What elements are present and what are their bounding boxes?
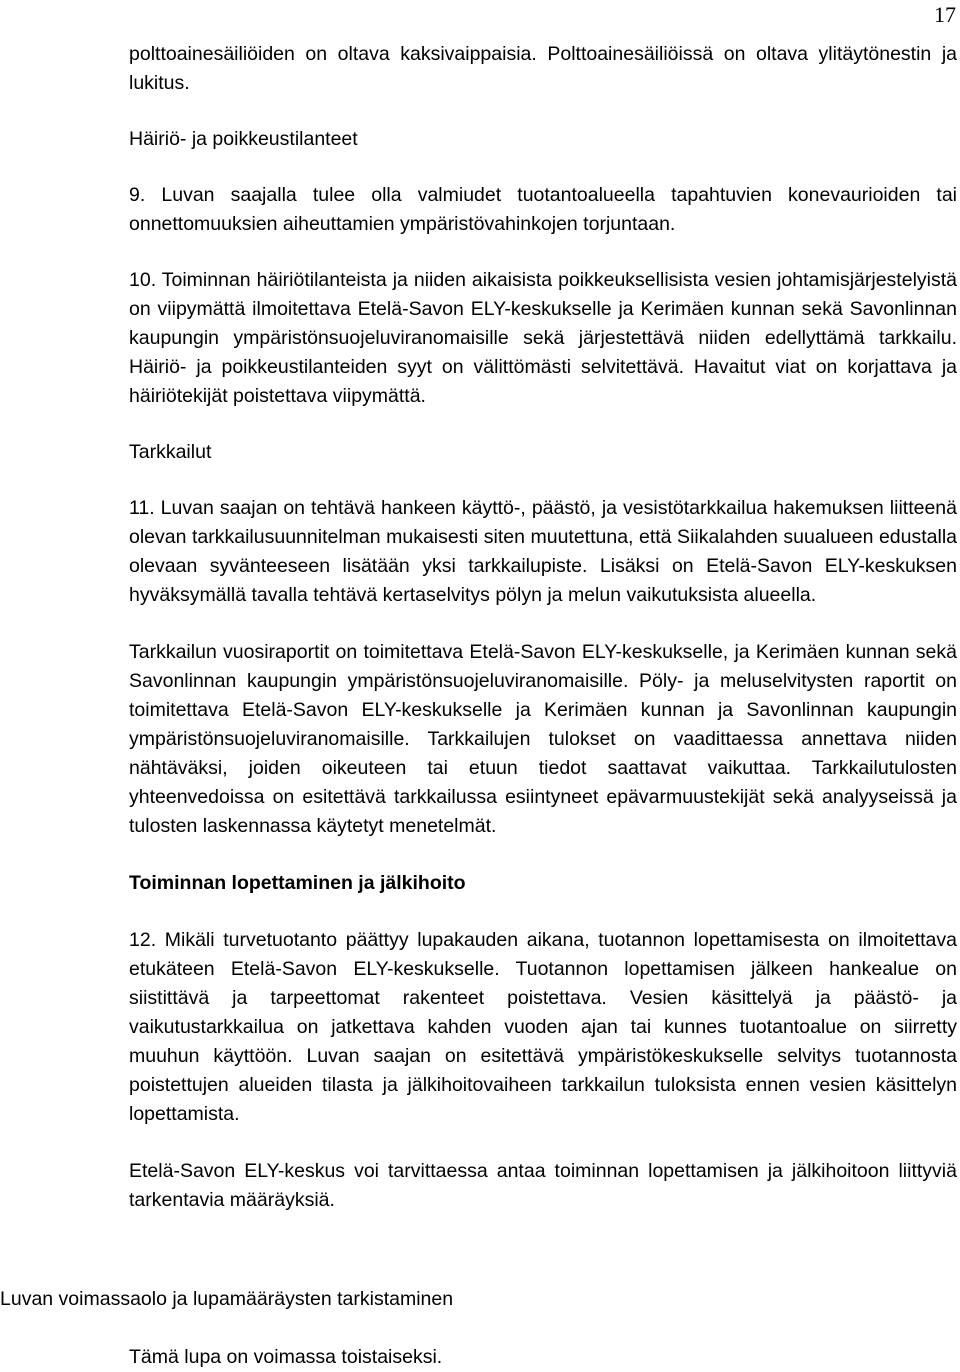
section-heading-tarkkailut: Tarkkailut bbox=[129, 441, 212, 463]
section-heading-lopettaminen: Toiminnan lopettaminen ja jälkihoito bbox=[129, 872, 466, 894]
section-heading-voimassaolo: Luvan voimassaolo ja lupamääräysten tarkistaminen bbox=[0, 1288, 454, 1310]
paragraph-11-reports: Tarkkailun vuosiraportit on toimitettava Etelä-Savon ELY-keskukselle, ja Kerimäen kunnan sekä Savonlinnan kaupungin ympäristönsuojeluviranomaisille. Pöly- ja meluselvitysten raportit on toimitettava Etelä-Savon ELY-keskukselle ja Kerimäen kunnan ja Savonlinnan kaupungin ympäristönsuojeluviranomaisille. Tarkkailujen tulokset on vaadittaessa annettava niiden nähtäväksi, joiden oikeuteen tai etuun tiedot saattavat vaikuttaa. Tarkkailutulosten yhteenvedoissa on esitettävä tarkkailussa esiintyneet epävarmuustekijät sekä analyyseissä ja tulosten laskennassa käytetyt menetelmät. bbox=[129, 641, 957, 837]
section-heading-hairio: Häiriö- ja poikkeustilanteet bbox=[129, 128, 358, 150]
document-body bbox=[129, 40, 957, 1215]
paragraph-12-ely: Etelä-Savon ELY-keskus voi tarvittaessa antaa toiminnan lopettamisen ja jälkihoitoon liittyviä tarkentavia määräyksiä. bbox=[129, 1160, 957, 1211]
validity-statement: Tämä lupa on voimassa toistaiseksi. bbox=[129, 1346, 443, 1368]
paragraph-12: 12. Mikäli turvetuotanto päättyy lupakauden aikana, tuotannon lopettamisesta on ilmoitettava etukäteen Etelä-Savon ELY-keskukselle. Tuotannon lopettamisen jälkeen hankealue on siistittävä ja tarpeettomat rakenteet poistettava. Vesien käsittelyä ja päästö- ja vaikutustarkkailua on jatkettava kahden vuoden ajan tai kunnes tuotantoalue on siirretty muuhun käyttöön. Luvan saajan on esitettävä ympäristökeskukselle selvitys tuotannosta poistettujen alueiden tilasta ja jälkihoitovaiheen tarkkailun tuloksista ennen vesien käsittelyn lopettamista. bbox=[129, 929, 957, 1125]
paragraph-9: 9. Luvan saajalla tulee olla valmiudet tuotantoalueella tapahtuvien konevaurioiden tai onnettomuuksien aiheuttamien ympäristövahinkojen torjuntaan. bbox=[129, 184, 957, 235]
paragraph-11: 11. Luvan saajan on tehtävä hankeen käyttö-, päästö, ja vesistötarkkailua hakemuksen liitteenä olevan tarkkailusuunnitelman mukaisesti siten muutettuna, että Siikalahden suualueen edustalla olevaan syvänteeseen lisätään yksi tarkkailupiste. Lisäksi on Etelä-Savon ELY-keskuksen hyväksymällä tavalla tehtävä kertaselvitys pölyn ja melun vaikutuksista alueella. bbox=[129, 497, 957, 606]
paragraph-10: 10. Toiminnan häiriötilanteista ja niiden aikaisista poikkeuksellisista vesien johtamisjärjestelyistä on viipymättä ilmoitettava Etelä-Savon ELY-keskukselle ja Kerimäen kunnan sekä Savonlinnan kaupungin ympäristönsuojeluviranomaisille sekä järjestettävä niiden edellyttämä tarkkailu. Häiriö- ja poikkeustilanteiden syyt on välittömästi selvitettävä. Havaitut viat on korjattava ja häiriötekijät poistettava viipymättä. bbox=[129, 269, 957, 407]
page-number: 17 bbox=[934, 2, 956, 27]
intro-paragraph: polttoainesäiliöiden on oltava kaksivaippaisia. Polttoainesäiliöissä on oltava ylitäytönestin ja lukitus. bbox=[129, 43, 957, 94]
